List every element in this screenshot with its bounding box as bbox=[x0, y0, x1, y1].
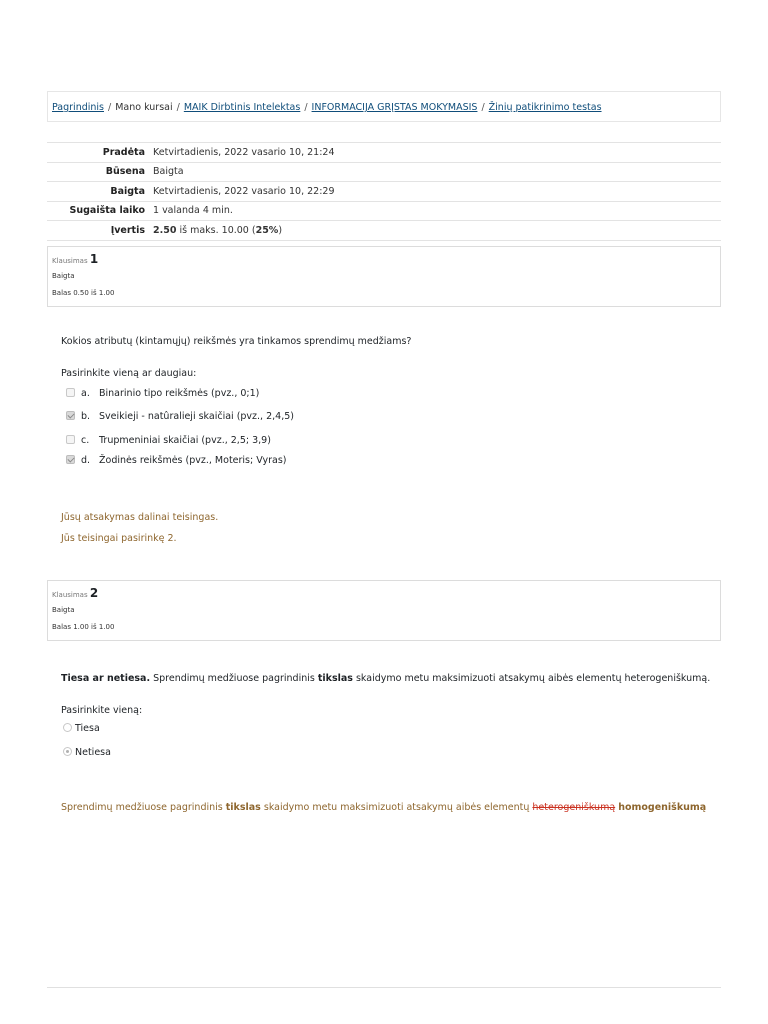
question-2-text-bold: Tiesa ar netiesa. bbox=[61, 673, 151, 684]
feedback-correct-word: homogeniškumą bbox=[618, 802, 707, 813]
answer-option-true[interactable] bbox=[63, 722, 100, 736]
grade-text: iš maks. 10.00 ( bbox=[176, 224, 256, 236]
question-2-keyword: tikslas bbox=[317, 673, 353, 684]
option-text: Tiesa bbox=[75, 723, 100, 734]
breadcrumb-separator: / bbox=[176, 102, 180, 113]
option-text: Netiesa bbox=[75, 747, 111, 758]
summary-row-started bbox=[47, 143, 721, 163]
breadcrumb-section-link[interactable]: INFORMACIJA GRĮSTAS MOKYMASIS bbox=[311, 102, 478, 113]
question-number-value: 2 bbox=[89, 586, 99, 600]
question-2-text bbox=[61, 673, 710, 684]
question-1-text: Kokios atributų (kintamųjų) reikšmės yra tinkamos sprendimų medžiams? bbox=[61, 336, 412, 347]
checkbox-checked[interactable] bbox=[66, 411, 75, 420]
summary-label: Įvertis bbox=[47, 221, 149, 241]
feedback-struck-word: heterogeniškumą bbox=[532, 802, 616, 813]
summary-label: Būsena bbox=[47, 162, 149, 182]
breadcrumb-separator: / bbox=[108, 102, 112, 113]
checkbox-checked[interactable] bbox=[66, 455, 75, 464]
feedback-text: Sprendimų medžiuose pagrindinis bbox=[61, 802, 226, 813]
breadcrumb-separator: / bbox=[481, 102, 485, 113]
question-number-value: 1 bbox=[89, 252, 99, 266]
summary-row-finished bbox=[47, 182, 721, 202]
option-letter: a. bbox=[81, 388, 90, 399]
question-2-feedback bbox=[61, 802, 706, 813]
radio-button-selected[interactable] bbox=[63, 747, 72, 756]
question-1-feedback-partial: Jūsų atsakymas dalinai teisingas. bbox=[61, 512, 219, 523]
question-1-feedback-count: Jūs teisingai pasirinkę 2. bbox=[61, 533, 177, 544]
grade-score: 2.50 bbox=[153, 224, 177, 236]
question-1-prompt: Pasirinkite vieną ar daugiau: bbox=[61, 368, 197, 379]
summary-value: Ketvirtadienis, 2022 vasario 10, 21:24 bbox=[149, 143, 721, 163]
summary-value: Baigta bbox=[149, 162, 721, 182]
attempt-summary-table bbox=[47, 142, 721, 241]
option-text: Sveikieji - natûralieji skaičiai (pvz., 2,4,5) bbox=[99, 411, 294, 422]
answer-option-false[interactable] bbox=[63, 746, 111, 760]
question-mark: Balas 0.50 iš 1.00 bbox=[52, 289, 115, 297]
summary-value: Ketvirtadienis, 2022 vasario 10, 22:29 bbox=[149, 182, 721, 202]
checkbox[interactable] bbox=[66, 435, 75, 444]
option-text: Trupmeniniai skaičiai (pvz., 2,5; 3,9) bbox=[99, 435, 271, 446]
question-1-info bbox=[47, 246, 721, 307]
grade-percent: 25% bbox=[255, 224, 279, 236]
breadcrumb-course-link[interactable]: MAIK Dirbtinis Intelektas bbox=[183, 102, 301, 113]
option-letter: d. bbox=[81, 455, 91, 466]
question-mark: Balas 1.00 iš 1.00 bbox=[52, 623, 115, 631]
checkbox[interactable] bbox=[66, 388, 75, 397]
summary-row-time bbox=[47, 201, 721, 221]
summary-row-grade bbox=[47, 221, 721, 241]
question-2-text-part: Sprendimų medžiuose pagrindinis bbox=[150, 673, 318, 684]
radio-button[interactable] bbox=[63, 723, 72, 732]
question-2-info bbox=[47, 580, 721, 641]
breadcrumb-home-link[interactable]: Pagrindinis bbox=[52, 102, 104, 113]
summary-label: Pradėta bbox=[47, 143, 149, 163]
option-letter: c. bbox=[81, 435, 90, 446]
option-letter: b. bbox=[81, 411, 91, 422]
question-number: Klausimas 2 bbox=[52, 586, 99, 600]
answer-option-b[interactable] bbox=[66, 410, 294, 424]
option-text: Žodinės reikšmės (pvz., Moteris; Vyras) bbox=[99, 455, 287, 466]
footer-divider bbox=[47, 987, 721, 988]
grade-value bbox=[149, 221, 721, 241]
breadcrumb bbox=[47, 91, 721, 122]
summary-value: 1 valanda 4 min. bbox=[149, 201, 721, 221]
question-state: Baigta bbox=[52, 272, 75, 280]
breadcrumb-separator: / bbox=[304, 102, 308, 113]
option-text: Binarinio tipo reikšmės (pvz., 0;1) bbox=[99, 388, 260, 399]
answer-option-a[interactable] bbox=[66, 387, 259, 401]
summary-label: Baigta bbox=[47, 182, 149, 202]
answer-option-d[interactable] bbox=[66, 454, 286, 468]
question-2-text-part: skaidymo metu maksimizuoti atsakymų aibės elementų heterogeniškumą. bbox=[352, 673, 711, 684]
feedback-text: skaidymo metu maksimizuoti atsakymų aibės elementų bbox=[260, 802, 533, 813]
breadcrumb-my-courses: Mano kursai bbox=[115, 102, 173, 113]
grade-text-end: ) bbox=[278, 224, 283, 236]
summary-label: Sugaišta laiko bbox=[47, 201, 149, 221]
question-number: Klausimas 1 bbox=[52, 252, 99, 266]
summary-row-status bbox=[47, 162, 721, 182]
answer-option-c[interactable] bbox=[66, 434, 271, 448]
question-state: Baigta bbox=[52, 606, 75, 614]
breadcrumb-quiz-link[interactable]: Žinių patikrinimo testas bbox=[488, 102, 602, 113]
question-2-prompt: Pasirinkite vieną: bbox=[61, 705, 143, 716]
feedback-keyword: tikslas bbox=[225, 802, 261, 813]
